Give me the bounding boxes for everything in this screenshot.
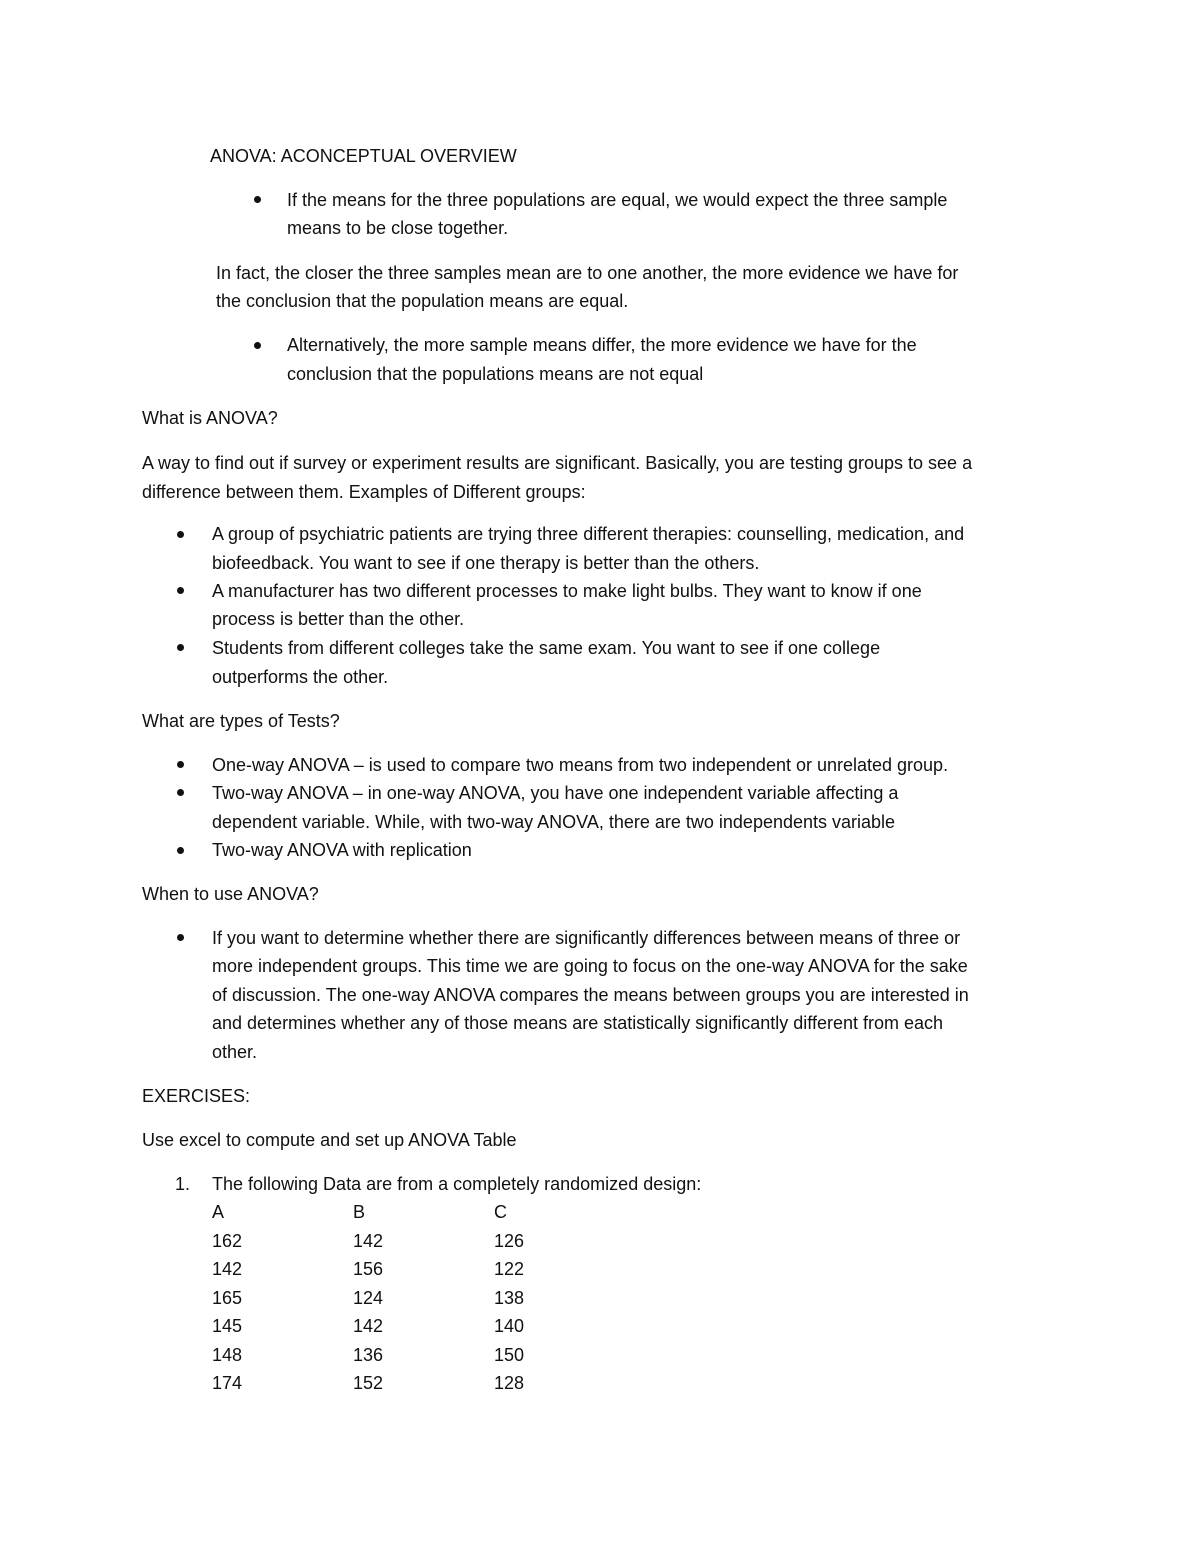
what-is-paragraph-line-2: difference between them. Examples of Different groups: — [142, 482, 586, 502]
bullet-icon — [177, 847, 184, 854]
when-bullet-line-1: If you want to determine whether there are significantly differences between means of three or — [212, 928, 961, 948]
bullet-icon — [177, 587, 184, 594]
when-bullet-line-4: and determines whether any of those means are statistically significantly different from each — [212, 1013, 944, 1033]
bullet-icon — [177, 531, 184, 538]
bullet-icon — [177, 934, 184, 941]
table-header-a: A — [212, 1202, 225, 1222]
bullet-icon — [177, 789, 184, 796]
table-cell: 150 — [494, 1345, 525, 1365]
table-cell: 148 — [212, 1345, 243, 1365]
table-cell: 145 — [212, 1316, 243, 1336]
type-1-line-1: One-way ANOVA – is used to compare two means from two independent or unrelated group. — [212, 755, 949, 775]
types-heading: What are types of Tests? — [142, 711, 340, 731]
example-2-line-2: process is better than the other. — [212, 609, 465, 629]
table-cell: 142 — [353, 1231, 384, 1251]
table-cell: 142 — [212, 1259, 243, 1279]
table-cell: 156 — [353, 1259, 384, 1279]
type-2-line-2: dependent variable. While, with two-way ANOVA, there are two independents variable — [212, 812, 896, 832]
exercise-1-text: The following Data are from a completely randomized design: — [212, 1174, 702, 1194]
overview-bullet-2-line-2: conclusion that the populations means are not equal — [287, 364, 704, 384]
table-header-b: B — [353, 1202, 366, 1222]
bullet-icon — [254, 196, 261, 203]
example-1-line-1: A group of psychiatric patients are trying three different therapies: counselling, medication, and — [212, 524, 965, 544]
type-3-line-1: Two-way ANOVA with replication — [212, 840, 472, 860]
table-cell: 152 — [353, 1373, 384, 1393]
overview-bullet-1-line-2: means to be close together. — [287, 218, 509, 238]
table-cell: 162 — [212, 1231, 243, 1251]
table-cell: 165 — [212, 1288, 243, 1308]
table-cell: 124 — [353, 1288, 384, 1308]
document-title: ANOVA: ACONCEPTUAL OVERVIEW — [210, 146, 517, 166]
example-3-line-1: Students from different colleges take the same exam. You want to see if one college — [212, 638, 881, 658]
example-1-line-2: biofeedback. You want to see if one therapy is better than the others. — [212, 553, 760, 573]
exercises-heading: EXERCISES: — [142, 1086, 251, 1106]
table-cell: 122 — [494, 1259, 525, 1279]
table-cell: 128 — [494, 1373, 525, 1393]
when-bullet-line-3: of discussion. The one-way ANOVA compares the means between groups you are interested in — [212, 985, 969, 1005]
table-cell: 136 — [353, 1345, 384, 1365]
bullet-icon — [254, 342, 261, 349]
table-cell: 138 — [494, 1288, 525, 1308]
bullet-icon — [177, 644, 184, 651]
example-2-line-1: A manufacturer has two different processes to make light bulbs. They want to know if one — [212, 581, 922, 601]
exercises-intro: Use excel to compute and set up ANOVA Table — [142, 1130, 517, 1150]
table-header-c: C — [494, 1202, 507, 1222]
example-3-line-2: outperforms the other. — [212, 667, 389, 687]
table-cell: 140 — [494, 1316, 525, 1336]
overview-paragraph-line-2: the conclusion that the population means are equal. — [216, 291, 629, 311]
when-heading: When to use ANOVA? — [142, 884, 319, 904]
type-2-line-1: Two-way ANOVA – in one-way ANOVA, you have one independent variable affecting a — [212, 783, 899, 803]
when-bullet-line-5: other. — [212, 1042, 258, 1062]
when-bullet-line-2: more independent groups. This time we are going to focus on the one-way ANOVA for the sake — [212, 956, 968, 976]
overview-bullet-1-line-1: If the means for the three populations are equal, we would expect the three sample — [287, 190, 948, 210]
overview-paragraph-line-1: In fact, the closer the three samples mean are to one another, the more evidence we have for — [216, 263, 959, 283]
table-cell: 142 — [353, 1316, 384, 1336]
table-cell: 126 — [494, 1231, 525, 1251]
bullet-icon — [177, 761, 184, 768]
overview-bullet-2-line-1: Alternatively, the more sample means differ, the more evidence we have for the — [287, 335, 917, 355]
what-is-anova-heading: What is ANOVA? — [142, 408, 278, 428]
table-cell: 174 — [212, 1373, 243, 1393]
what-is-paragraph-line-1: A way to find out if survey or experiment results are significant. Basically, you are testing groups to see a — [142, 453, 973, 473]
exercise-1-number: 1. — [175, 1174, 191, 1194]
